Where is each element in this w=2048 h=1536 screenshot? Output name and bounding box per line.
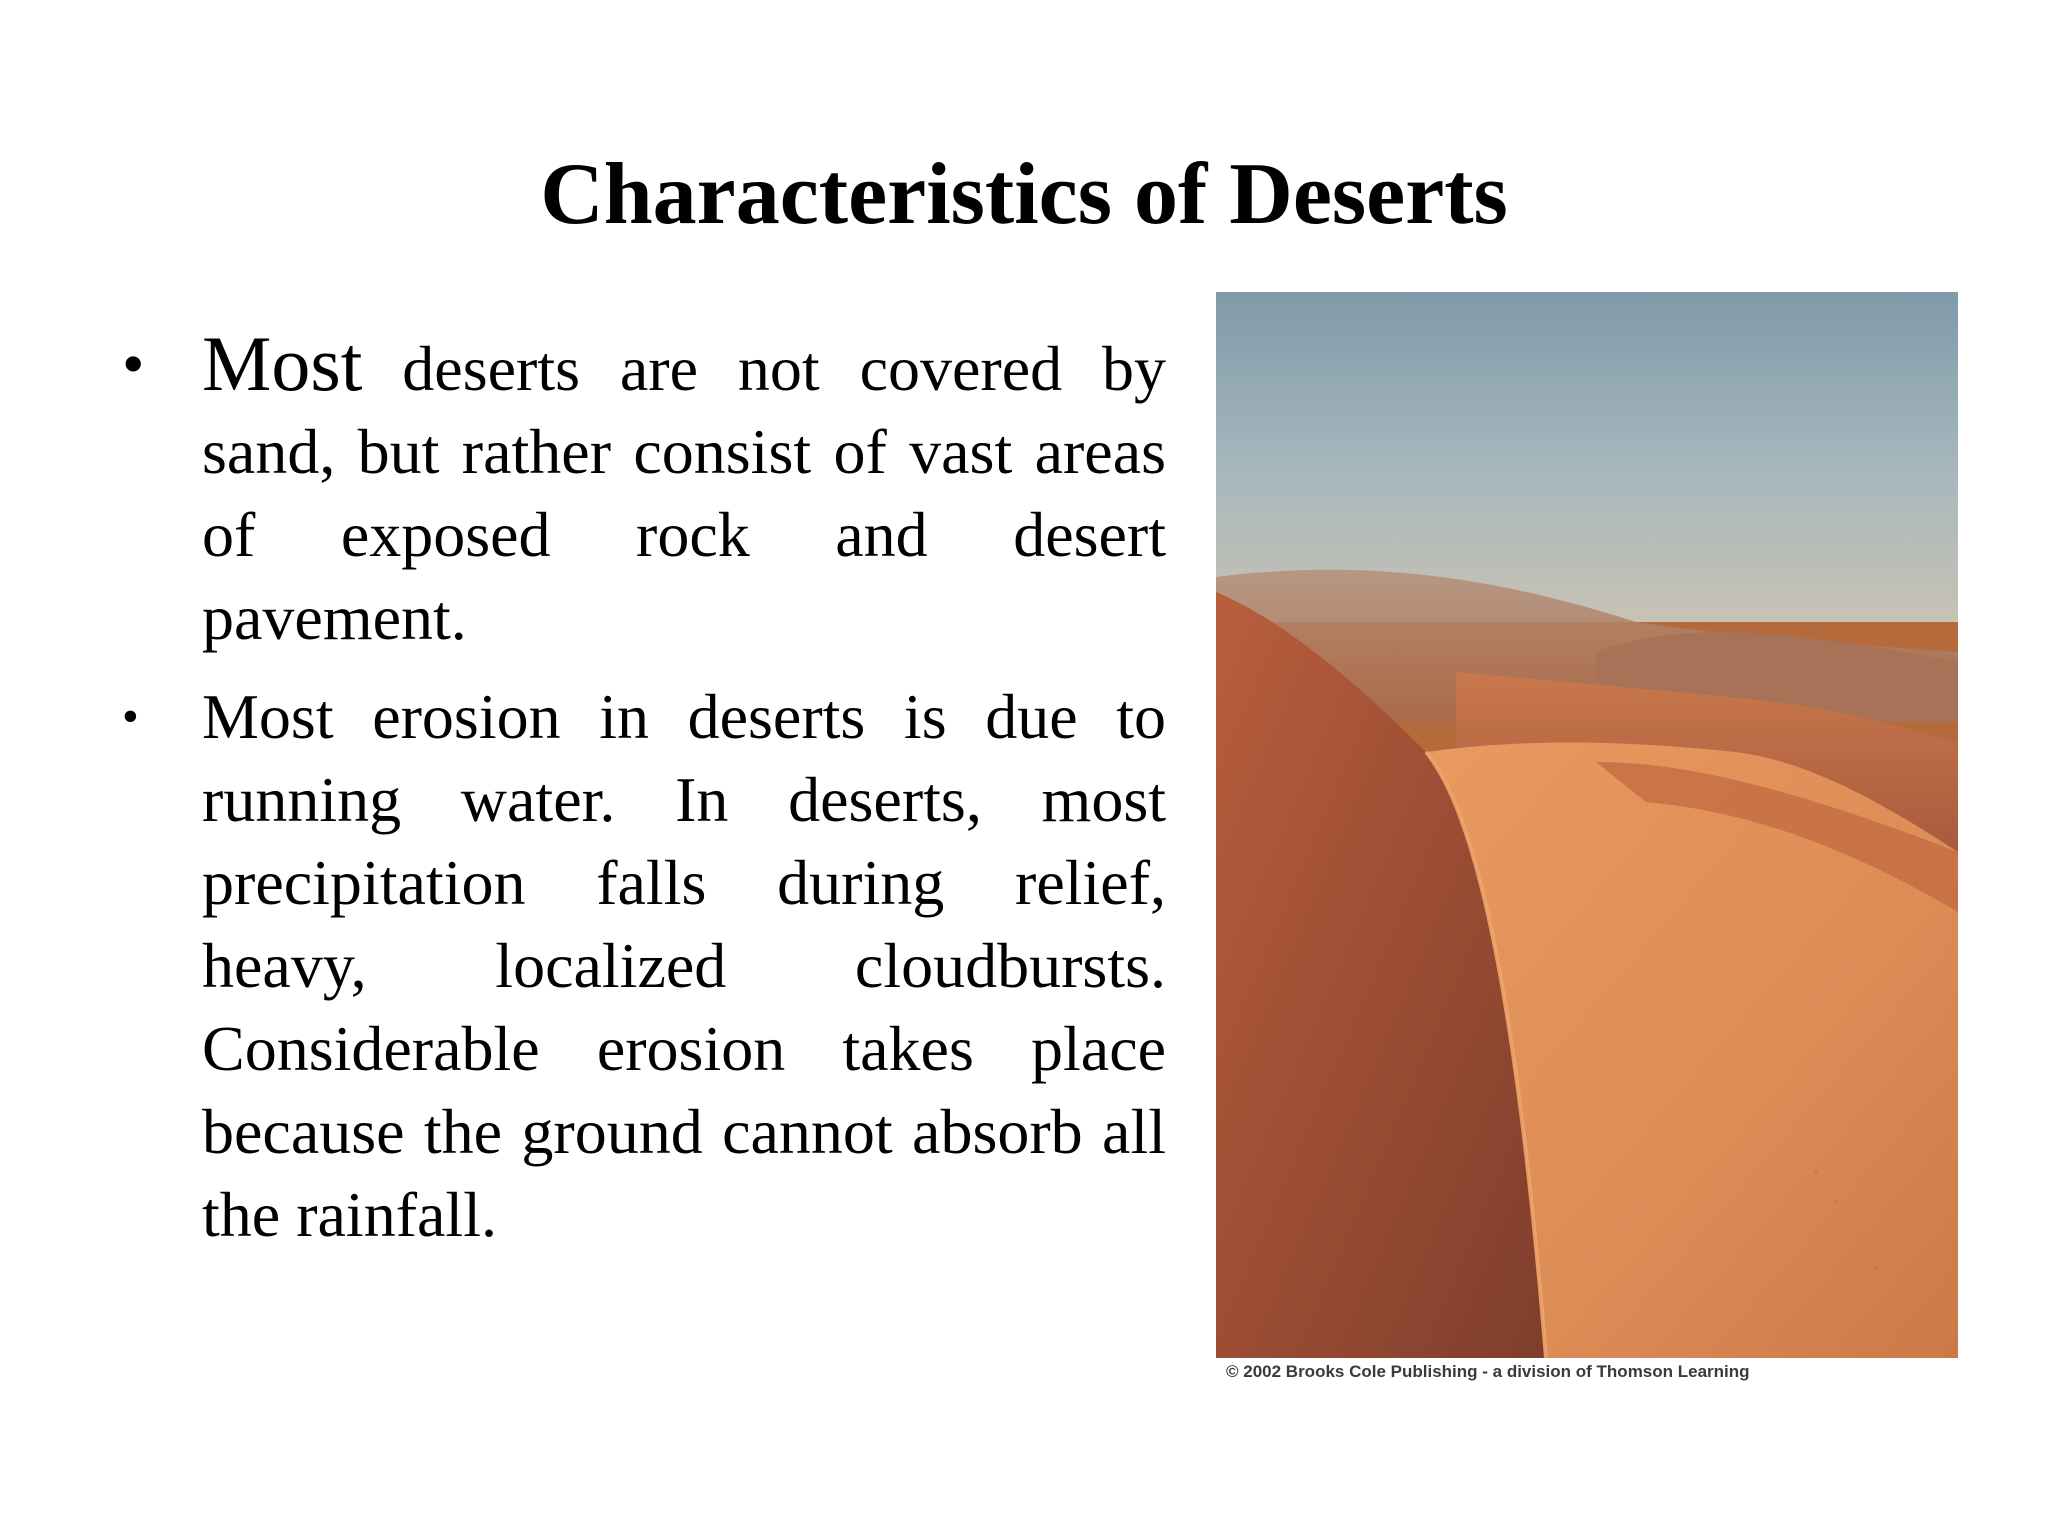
desert-dune-illustration (1216, 292, 1958, 1358)
bullet-text: Most erosion in deserts is due to running water. In deserts, most precipitation falls during relief, heavy, localized cloudbursts. Considerable erosion takes place because the ground cannot absorb all the rainfall. (202, 681, 1166, 1250)
bullet-item-sand (118, 322, 1166, 659)
bullet-lead-word: Most (202, 320, 363, 407)
bullet-item-erosion (118, 675, 1166, 1256)
slide-title: Characteristics of Deserts (540, 146, 1508, 243)
bullet-glyph: • (122, 690, 139, 743)
bullet-text: deserts are not covered by sand, but rather consist of vast areas of exposed rock and desert pavement. (202, 333, 1166, 653)
desert-dune-photo (1216, 292, 1958, 1358)
photo-credit: © 2002 Brooks Cole Publishing - a division of Thomson Learning (1226, 1362, 1750, 1381)
bullet-list (118, 322, 1166, 1256)
bullet-glyph: • (122, 328, 145, 399)
